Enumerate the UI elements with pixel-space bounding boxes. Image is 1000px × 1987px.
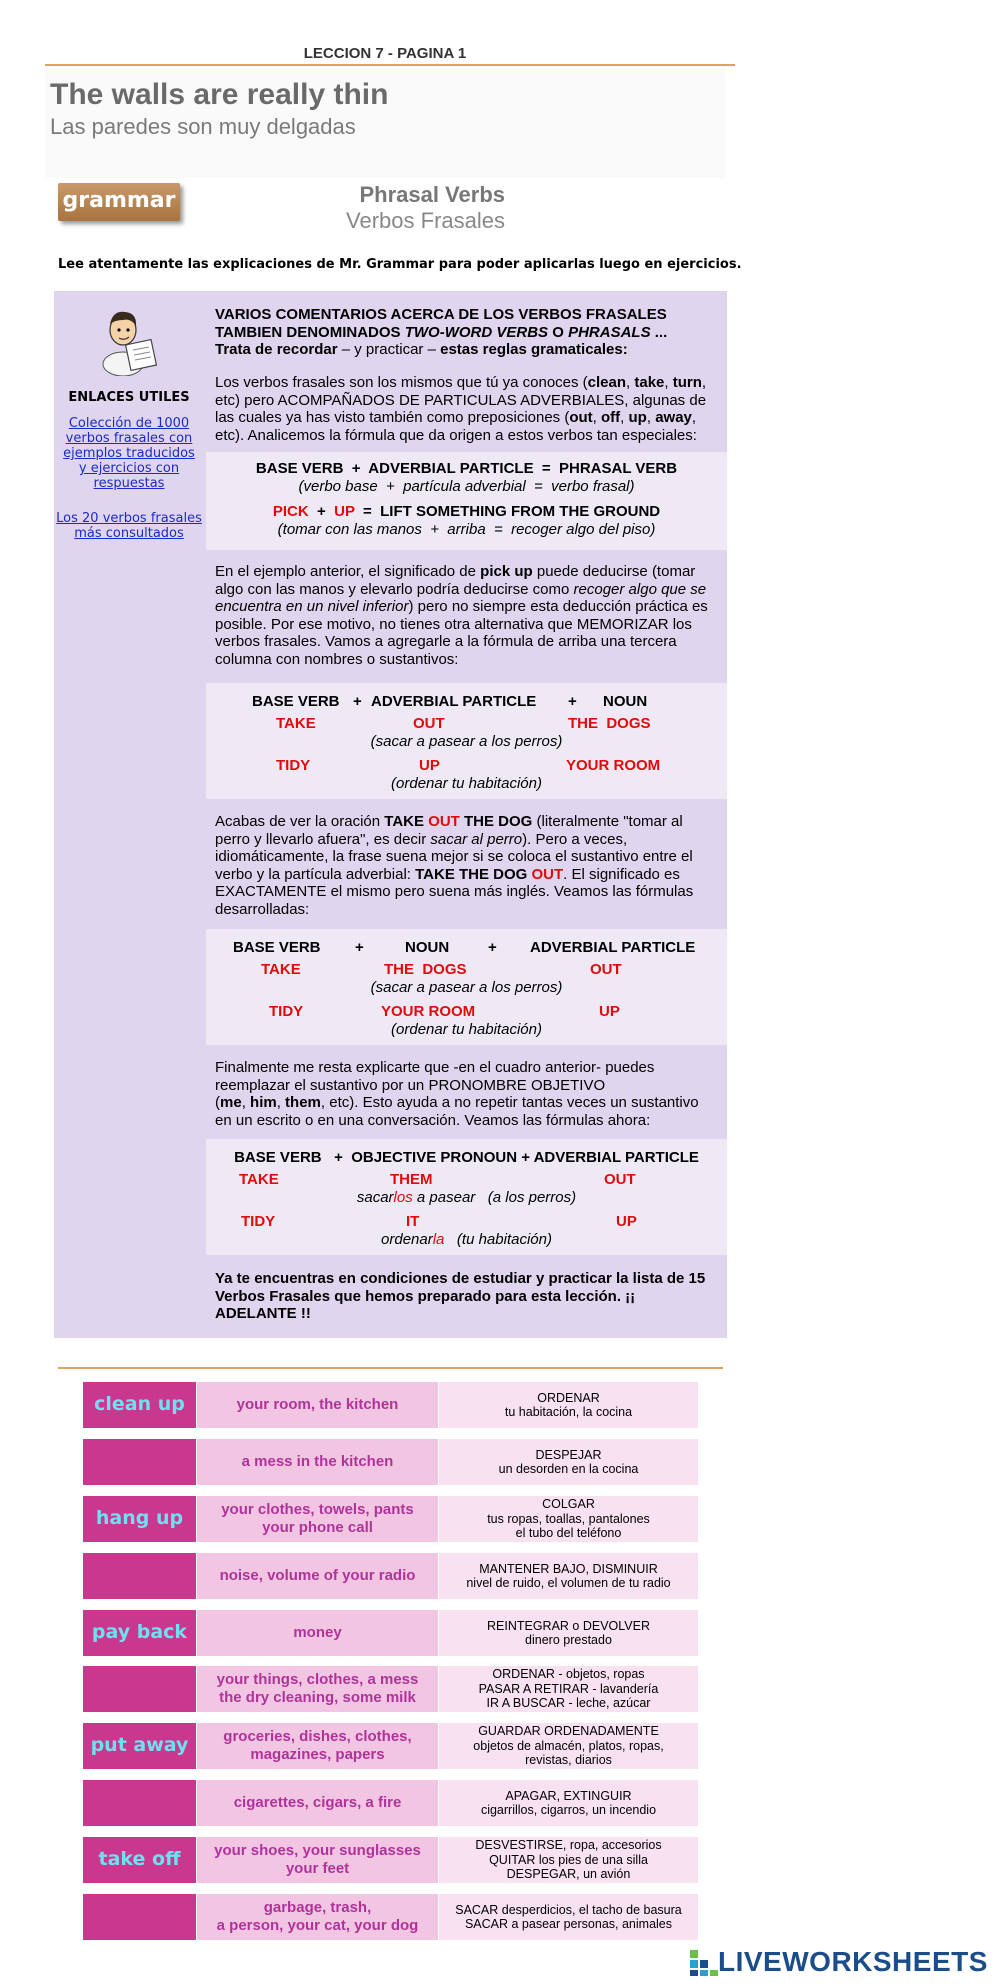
links-heading: ENLACES UTILES <box>68 390 190 405</box>
meaning-line: QUITAR los pies de una silla <box>489 1852 648 1867</box>
text: OUT <box>531 865 564 883</box>
meaning-lines <box>466 1562 670 1591</box>
formula-box-2 <box>206 683 727 799</box>
objects-line: cigarettes, cigars, a fire <box>233 1794 402 1811</box>
example-cell: UP <box>419 757 440 774</box>
text: – y practicar – <box>337 341 441 358</box>
grammar-badge: grammar <box>58 183 180 221</box>
text: En el ejemplo anterior, el significado de <box>215 563 481 580</box>
phrasal-verb-cell: put away <box>83 1723 196 1769</box>
objects-lines <box>214 1842 421 1878</box>
objects-lines <box>293 1624 341 1642</box>
text: me <box>220 1094 242 1111</box>
verb-row <box>83 1496 698 1542</box>
text: , <box>664 374 673 391</box>
meaning-line: COLGAR <box>542 1497 595 1512</box>
meaning-lines <box>505 1391 632 1420</box>
meaning-line: tus ropas, toallas, pantalones <box>487 1511 650 1526</box>
translation <box>206 1231 727 1248</box>
text: off <box>601 409 621 426</box>
link-line[interactable]: respuestas <box>93 476 165 491</box>
text: TAMBIEN DENOMINADOS <box>215 323 405 341</box>
link-1000-phrasal-verbs[interactable] <box>54 416 204 491</box>
meaning-line: revistas, diarios <box>525 1753 612 1768</box>
meaning-line: APAGAR, EXTINGUIR <box>505 1788 632 1803</box>
header-cell: + <box>355 939 364 956</box>
example-cell: THE DOGS <box>568 715 651 732</box>
meaning-line: dinero prestado <box>525 1633 612 1647</box>
meaning-line: IR A BUSCAR - leche, azúcar <box>486 1696 651 1711</box>
link-line[interactable]: verbos frasales con <box>65 431 193 446</box>
example-cell: TAKE <box>239 1171 279 1188</box>
meaning-cell <box>439 1894 698 1940</box>
link-top-20-phrasal-verbs[interactable] <box>54 511 204 541</box>
text: estas reglas gramaticales: <box>440 341 628 358</box>
text: PHRASALS <box>568 323 651 341</box>
meaning-lines <box>487 1619 650 1648</box>
translation <box>206 1189 727 1206</box>
meaning-cell <box>439 1496 698 1542</box>
example-cell: TIDY <box>241 1213 276 1230</box>
phrasal-verb-cell <box>83 1780 196 1826</box>
example-cell: OUT <box>590 961 622 978</box>
objects-line: your room, the kitchen <box>236 1396 399 1413</box>
example-cell: IT <box>406 1213 420 1230</box>
brand-name: LIVEWORKSHEETS <box>718 1946 988 1977</box>
verb-row <box>83 1666 698 1712</box>
header-cell: BASE VERB <box>252 693 340 710</box>
link-line[interactable]: Los 20 verbos frasales <box>56 511 202 526</box>
verb-row <box>83 1780 698 1826</box>
text: THE DOG <box>459 813 533 830</box>
example-cell: UP <box>616 1213 637 1230</box>
header-cell: NOUN <box>603 693 648 710</box>
verb-row <box>83 1837 698 1883</box>
text: (literalmente "tomar al perro y llevarlo afuera", es decir <box>215 813 683 848</box>
text: Los verbos frasales son los mismos que tú ya conoces ( <box>215 374 588 391</box>
paragraph-1 <box>215 374 715 444</box>
intro-line <box>215 324 715 342</box>
link-line[interactable]: más consultados <box>74 526 184 541</box>
intro-heading <box>215 306 715 359</box>
lesson-label: LECCION 7 - PAGINA 1 <box>303 45 467 62</box>
text: away <box>655 409 692 426</box>
objects-cell <box>197 1382 438 1428</box>
text: , <box>276 1094 286 1111</box>
example-cell: YOUR ROOM <box>381 1003 476 1020</box>
text: TAKE <box>384 813 429 830</box>
text: UP <box>334 503 355 520</box>
page-title: The walls are really thin <box>50 78 389 111</box>
verb-row <box>83 1553 698 1599</box>
paragraph-4 <box>215 1059 715 1129</box>
header-cell: ADVERBIAL PARTICLE <box>530 939 696 956</box>
meaning-lines <box>487 1497 650 1541</box>
header-cell: NOUN <box>405 939 450 956</box>
text: him <box>250 1094 277 1111</box>
closing-text: Ya te encuentras en condiciones de estudiar y practicar la lista de 15 Verbos Frasales que hemos preparado para esta lección. ¡¡ ADELANTE !! <box>215 1270 706 1322</box>
text: , <box>592 409 602 426</box>
text: . El significado es EXACTAMENTE el mismo pero suena más inglés. Veamos las fórmulas desarrolladas: <box>215 865 694 918</box>
translation: (sacar a pasear a los perros) <box>370 979 563 996</box>
bottom-divider <box>58 1367 723 1369</box>
objects-cell <box>197 1837 438 1883</box>
objects-line: noise, volume of your radio <box>219 1567 416 1584</box>
objects-line: a person, your cat, your dog <box>216 1917 419 1934</box>
text: Finalmente me resta explicarte que -en el cuadro anterior- puedes reemplazar el sustantivo por un PRONOMBRE OBJETIVO <box>215 1059 655 1094</box>
formula-line: (tomar con las manos + arriba = recoger algo del piso) <box>277 520 656 538</box>
objects-line: the dry cleaning, some milk <box>219 1689 416 1706</box>
header-cell: + <box>568 693 577 710</box>
objects-line: your feet <box>285 1860 350 1877</box>
phrasal-verb-cell <box>83 1553 196 1599</box>
intro-line: VARIOS COMENTARIOS ACERCA DE LOS VERBOS FRASALES <box>215 306 667 323</box>
example-cell: THEM <box>390 1171 433 1188</box>
objects-lines <box>221 1501 414 1537</box>
text: a pasear (a los perros) <box>412 1189 577 1206</box>
meaning-lines <box>475 1838 661 1882</box>
phrasal-verb-cell <box>83 1666 196 1712</box>
objects-lines <box>242 1453 394 1471</box>
objects-line: magazines, papers <box>250 1746 385 1763</box>
verb-row <box>83 1723 698 1769</box>
formula-line: (verbo base + partícula adverbial = verbo frasal) <box>298 477 635 495</box>
meaning-cell <box>439 1780 698 1826</box>
objects-lines <box>223 1728 411 1764</box>
text: take <box>634 374 665 391</box>
meaning-line: DESPEJAR <box>535 1447 602 1462</box>
text: sacar <box>356 1189 394 1206</box>
meaning-line: ORDENAR - objetos, ropas <box>492 1667 645 1682</box>
objects-lines <box>234 1794 402 1812</box>
formula-box-1 <box>206 452 727 550</box>
verb-row <box>83 1382 698 1428</box>
meaning-line: ORDENAR <box>537 1390 600 1405</box>
objects-line: a mess in the kitchen <box>241 1453 394 1470</box>
header-cell: ADVERBIAL PARTICLE <box>371 693 537 710</box>
meaning-line: SACAR desperdicios, el tacho de basura <box>455 1902 682 1917</box>
text: recoger algo que se encuentra en un nivel inferior <box>215 580 707 615</box>
verb-row <box>83 1439 698 1485</box>
objects-line: groceries, dishes, clothes, <box>223 1728 412 1745</box>
meaning-line: nivel de ruido, el volumen de tu radio <box>466 1576 671 1590</box>
paragraph-3 <box>215 813 715 918</box>
text: O <box>548 323 569 341</box>
page-subtitle: Las paredes son muy delgadas <box>50 114 356 139</box>
objects-lines <box>237 1396 399 1414</box>
text: , etc) pero ACOMPAÑADOS DE PARTICULAS ADVERBIALES, algunas de las cuales ya has visto también como preposiciones ( <box>215 374 707 426</box>
objects-cell <box>197 1496 438 1542</box>
translation: (ordenar tu habitación) <box>391 775 542 792</box>
example-cell: OUT <box>604 1171 636 1188</box>
meaning-cell <box>439 1610 698 1656</box>
title-box <box>45 68 725 178</box>
paragraph-2 <box>215 563 715 668</box>
section-title-en: Phrasal Verbs <box>359 182 505 207</box>
objects-line: your shoes, your sunglasses <box>214 1842 421 1859</box>
text: , <box>646 409 656 426</box>
phrasal-verb-cell: pay back <box>83 1610 196 1656</box>
text: , <box>626 374 635 391</box>
header-cell: + <box>353 693 362 710</box>
instruction-text: Lee atentamente las explicaciones de Mr. Grammar para poder aplicarlas luego en ejercicios. <box>58 257 742 272</box>
objects-line: money <box>293 1624 342 1641</box>
example-cell: TAKE <box>261 961 301 978</box>
text: los <box>393 1189 413 1206</box>
example-cell: OUT <box>413 715 445 732</box>
meaning-lines <box>499 1448 639 1477</box>
example-cell: UP <box>599 1003 620 1020</box>
meaning-lines <box>455 1903 682 1932</box>
text: (tu habitación) <box>444 1231 552 1248</box>
section-title <box>300 182 505 234</box>
text: clean <box>587 374 627 391</box>
text: OUT <box>428 813 460 830</box>
objects-cell <box>197 1723 438 1769</box>
text: ). Pero a veces, idiomáticamente, la frase suena mejor si se coloca el sustantivo entre el verbo y la partícula adverbial: <box>215 830 693 883</box>
verb-row <box>83 1610 698 1656</box>
meaning-lines <box>481 1789 656 1818</box>
meaning-line: SACAR a pasear personas, animales <box>464 1917 673 1931</box>
objects-line: garbage, trash, <box>263 1899 372 1916</box>
formula-line <box>206 503 727 521</box>
text: Acabas de ver la oración <box>215 813 385 830</box>
text: up <box>628 409 647 426</box>
meaning-line: tu habitación, la cocina <box>504 1405 633 1419</box>
meaning-line: MANTENER BAJO, DISMINUIR <box>479 1561 658 1576</box>
objects-line: your things, clothes, a mess <box>216 1671 419 1688</box>
meaning-line: GUARDAR ORDENADAMENTE <box>478 1724 659 1739</box>
objects-lines <box>217 1671 419 1707</box>
text: ) pero no siempre esta deducción práctica es posible. Por ese motivo, no tienes otra alternativa que MEMORIZAR los verbos frasales. Vamos a agregarle a la fórmula de arriba una tercera columna con nombres o sustantivos: <box>215 598 708 668</box>
translation: (ordenar tu habitación) <box>391 1021 542 1038</box>
text: out <box>569 409 593 426</box>
mr-grammar-avatar-icon <box>95 302 163 376</box>
meaning-cell <box>439 1723 698 1769</box>
meaning-line: un desorden en la cocina <box>498 1462 639 1476</box>
meaning-cell <box>439 1439 698 1485</box>
text: PICK <box>272 503 309 520</box>
formula-box-3 <box>206 929 727 1045</box>
text: = LIFT SOMETHING FROM THE GROUND <box>354 503 661 520</box>
header-row: BASE VERB + OBJECTIVE PRONOUN + ADVERBIAL PARTICLE <box>234 1149 699 1166</box>
link-line[interactable]: y ejercicios con <box>78 461 180 476</box>
meaning-line: DESPEGAR, un avión <box>506 1867 631 1882</box>
text: them <box>285 1094 321 1111</box>
objects-cell <box>197 1439 438 1485</box>
intro-line <box>215 341 715 359</box>
section-title-es: Verbos Frasales <box>346 208 505 233</box>
objects-line: your clothes, towels, pants <box>221 1501 414 1518</box>
meaning-lines <box>473 1724 663 1768</box>
meaning-cell <box>439 1666 698 1712</box>
phrasal-verb-cell <box>83 1439 196 1485</box>
text: TWO-WORD VERBS <box>404 323 549 341</box>
translation: (sacar a pasear a los perros) <box>370 733 563 750</box>
text: puede deducirse (tomar algo con las manos y elevarlo podría deducirse como <box>215 563 696 598</box>
objects-cell <box>197 1780 438 1826</box>
formula-line: BASE VERB + ADVERBIAL PARTICLE = PHRASAL VERB <box>255 460 678 477</box>
text: , <box>241 1094 251 1111</box>
text: , <box>620 409 629 426</box>
link-line[interactable]: ejemplos traducidos <box>63 446 195 461</box>
meaning-cell <box>439 1553 698 1599</box>
text: ... <box>650 323 668 341</box>
meaning-line: REINTEGRAR o DEVOLVER <box>486 1618 650 1633</box>
example-cell: TIDY <box>276 757 311 774</box>
meaning-cell <box>439 1837 698 1883</box>
meaning-line: objetos de almacén, platos, ropas, <box>473 1738 664 1753</box>
meaning-line: DESVESTIRSE, ropa, accesorios <box>475 1838 662 1853</box>
text: + <box>308 503 335 520</box>
objects-lines <box>220 1567 416 1585</box>
objects-cell <box>197 1666 438 1712</box>
objects-cell <box>197 1553 438 1599</box>
meaning-line: PASAR A RETIRAR - lavandería <box>478 1681 659 1696</box>
top-divider <box>45 64 735 66</box>
example-cell: TIDY <box>269 1003 304 1020</box>
meaning-line: el tubo del teléfono <box>515 1526 622 1541</box>
phrasal-verb-cell: hang up <box>83 1496 196 1542</box>
meaning-lines <box>479 1667 659 1711</box>
objects-cell <box>197 1610 438 1656</box>
formula-box-4 <box>206 1139 727 1255</box>
text: ordenar <box>381 1231 433 1248</box>
liveworksheets-logo[interactable] <box>690 1944 988 1980</box>
meaning-line: cigarrillos, cigarros, un incendio <box>480 1803 657 1817</box>
link-line[interactable]: Colección de 1000 <box>68 416 190 431</box>
text: turn <box>672 374 702 391</box>
meaning-cell <box>439 1382 698 1428</box>
objects-cell <box>197 1894 438 1940</box>
header-cell: BASE VERB <box>233 939 321 956</box>
text: sacar al perro <box>430 830 523 848</box>
text: la <box>432 1231 445 1248</box>
logo-icon <box>690 1948 718 1976</box>
objects-line: your phone call <box>262 1519 373 1536</box>
text: ( <box>215 1094 220 1111</box>
text: , etc). Esto ayuda a no repetir tantas veces un sustantivo en un escrito o en una conversación. Veamos las fórmulas ahora: <box>215 1094 699 1129</box>
phrasal-verb-cell: clean up <box>83 1382 196 1428</box>
example-cell: THE DOGS <box>384 961 467 978</box>
text: TAKE THE DOG <box>415 865 532 883</box>
text: , etc). Analicemos la fórmula que da origen a estos verbos tan especiales: <box>215 409 697 444</box>
objects-lines <box>217 1899 419 1935</box>
text: Trata de recordar <box>215 341 338 358</box>
example-cell: TAKE <box>276 715 316 732</box>
example-cell: YOUR ROOM <box>566 757 661 774</box>
text: pick up <box>480 563 533 580</box>
phrasal-verb-cell: take off <box>83 1837 196 1883</box>
header-cell: + <box>488 939 497 956</box>
verb-row <box>83 1894 698 1940</box>
phrasal-verb-cell <box>83 1894 196 1940</box>
